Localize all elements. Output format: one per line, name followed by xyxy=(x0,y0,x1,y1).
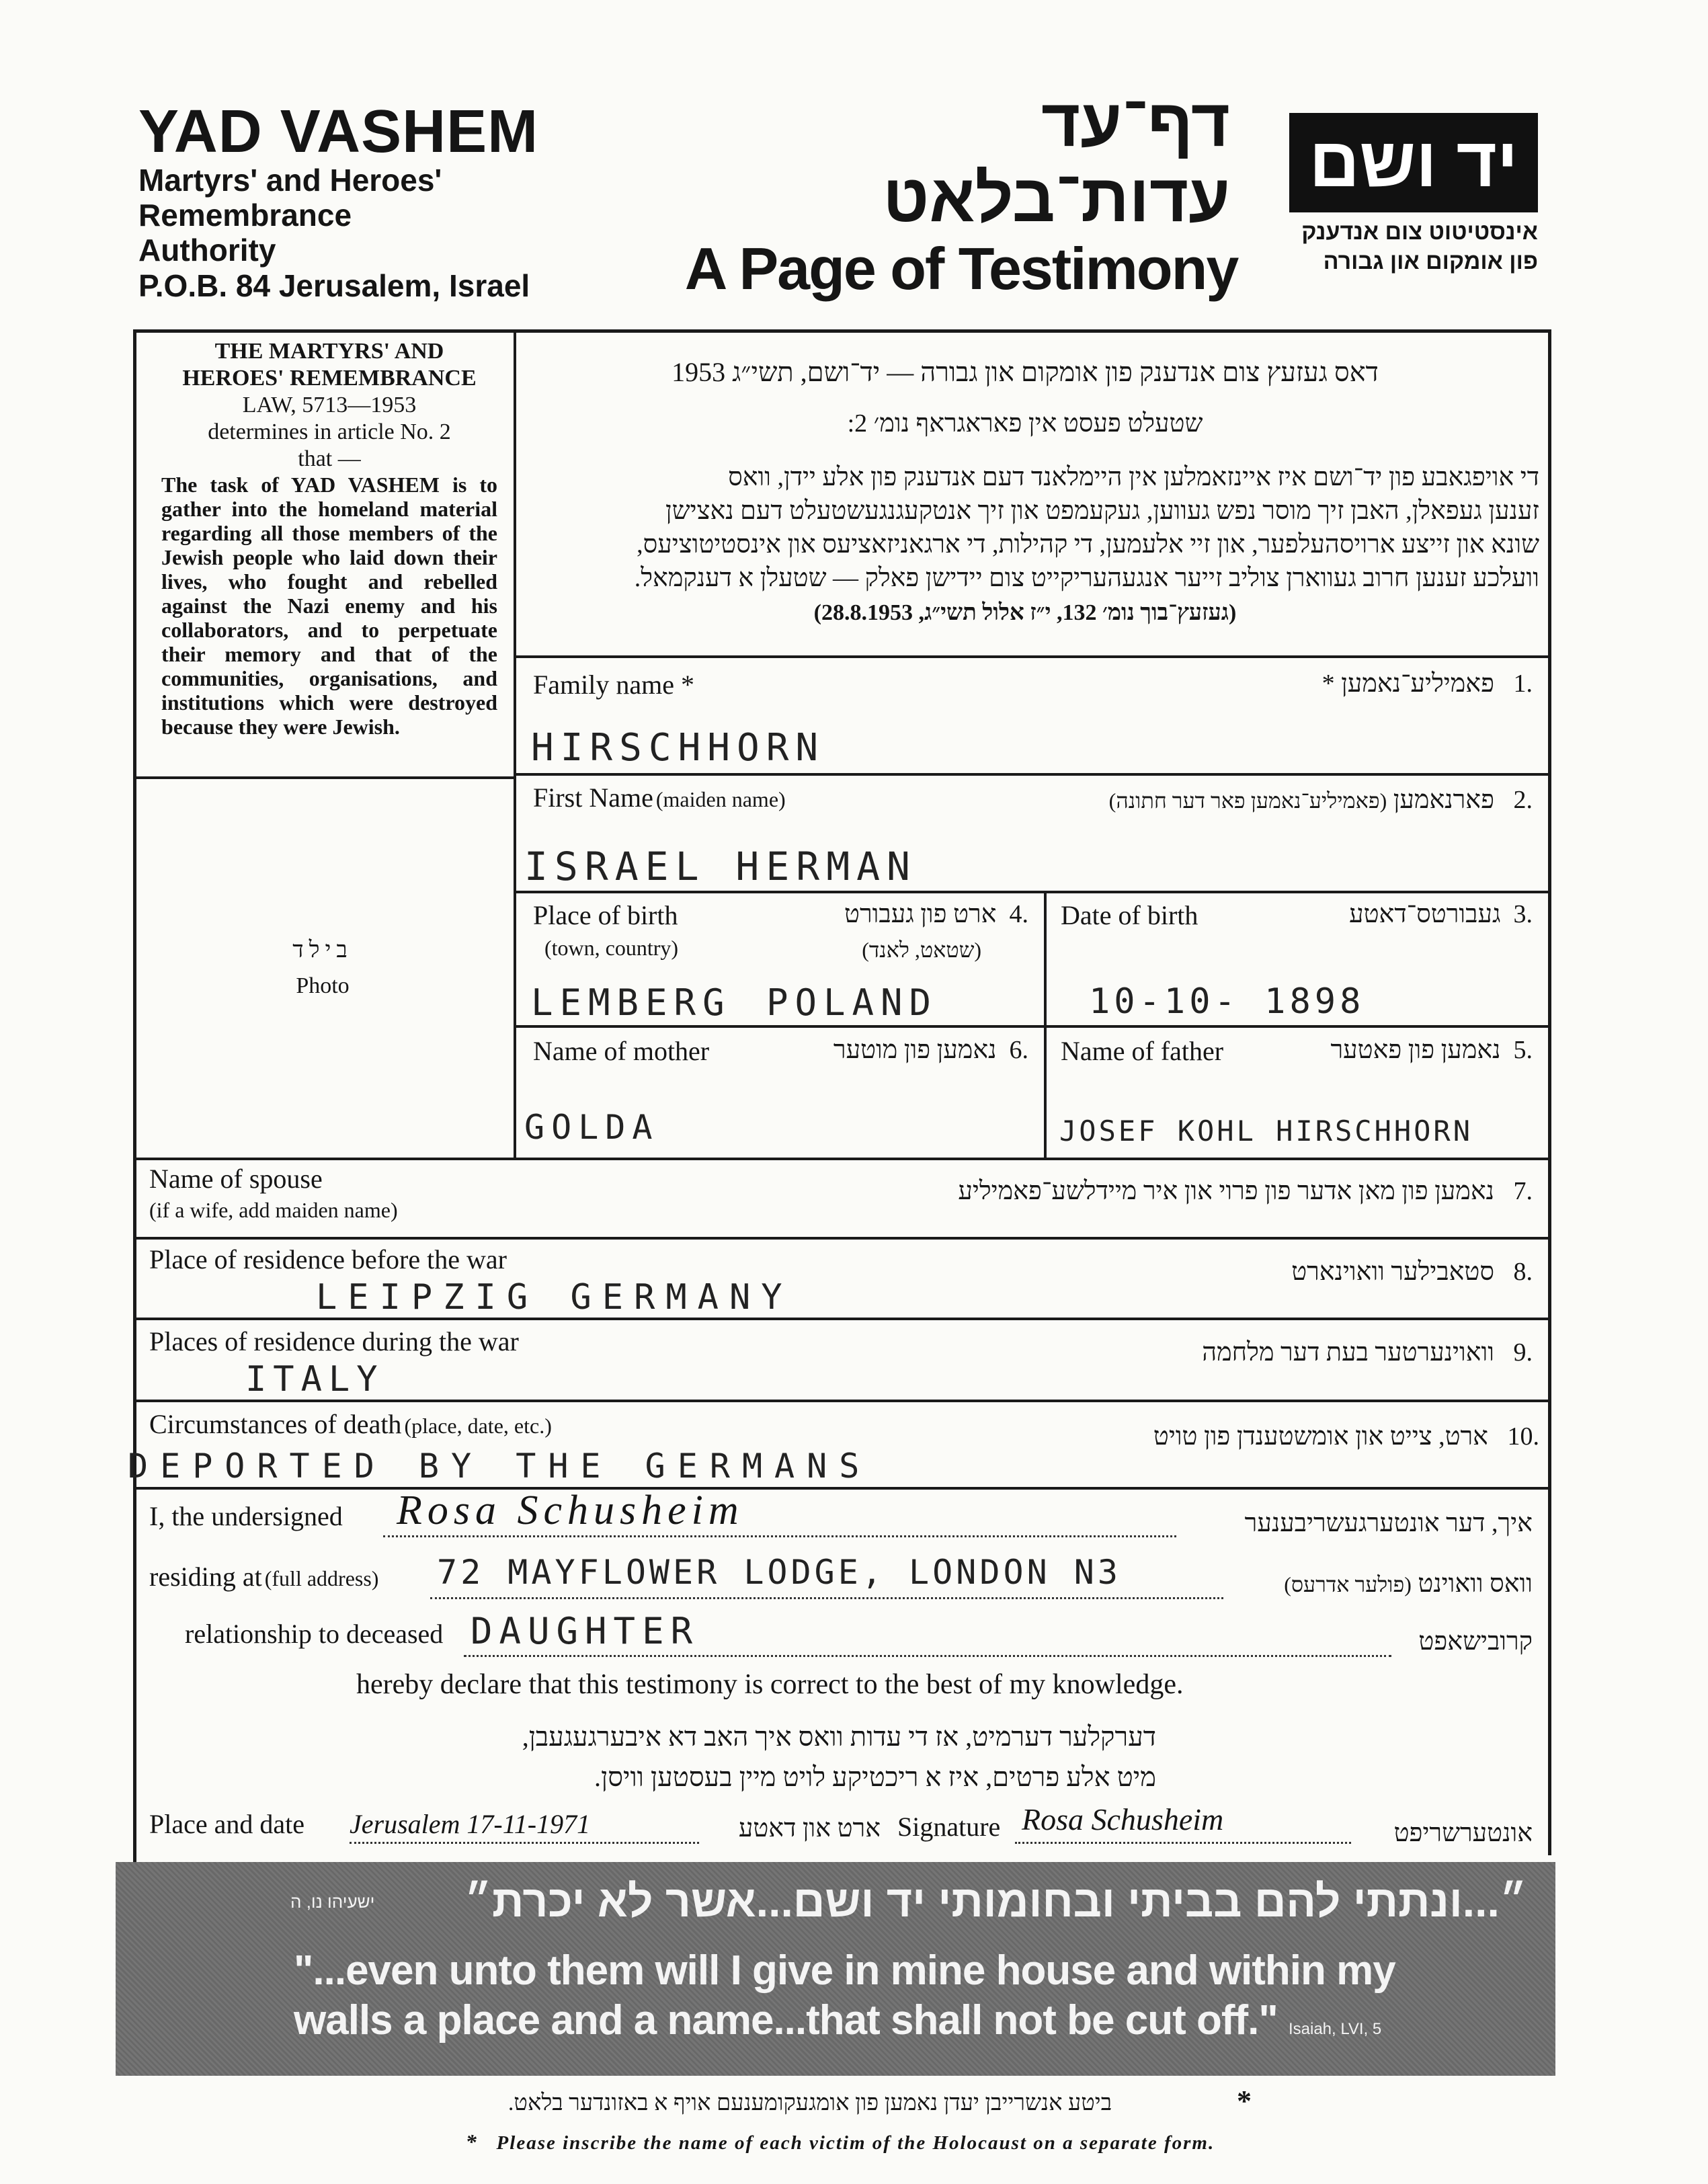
place-date-line xyxy=(350,1842,699,1844)
first-name-label-text: First Name xyxy=(533,782,653,813)
law-hebrew-5: שונא און זייצע ארויסהעלפער, און זיי אלעמען, די קהילות, די ארגאניזאציעס און אינסטיטוציעס, xyxy=(637,530,1539,559)
spouse-name-label-small: (if a wife, add maiden name) xyxy=(149,1198,398,1222)
law-hebrew-1: דאס געזעץ צום אנדענק פון אומקום און גבורה — יד־ושם, תשי״ג 1953 xyxy=(672,357,1379,387)
birth-date-hebrew xyxy=(1277,899,1533,929)
death-circumstances-label xyxy=(149,1408,552,1440)
father-name-value[interactable]: JOSEF KOHL HIRSCHHORN xyxy=(1059,1115,1473,1147)
relationship-hebrew: קרובישאפט xyxy=(1418,1627,1533,1656)
banner-english-line-2-text: walls a place and a name...that shall not be cut off." xyxy=(294,1997,1278,2044)
undersigned-hebrew: איך, דער אונטערגעשריבענער xyxy=(1244,1509,1533,1537)
first-name-hebrew xyxy=(941,785,1533,815)
birth-date-label: Date of birth xyxy=(1061,900,1198,930)
law-text: The task of YAD VASHEM is to gather into the homeland material regarding all those members of the Jewish people who laid down their lives, who fought and rebelled against the Nazi enemy and his collaborators, and to perpetuate their memory and that of the communities, organisations, and institutions which were destroyed because they were Jewish. xyxy=(161,473,497,739)
form-right-border xyxy=(1548,329,1551,1855)
family-name-value[interactable]: HIRSCHHORN xyxy=(531,726,825,770)
birth-place-label-small: (town, country) xyxy=(544,936,679,960)
banner-english-line-2 xyxy=(294,1996,1381,2044)
mother-name-hebrew xyxy=(739,1035,1028,1065)
banner-english-line-1: "...even unto them will I give in mine house and within my xyxy=(294,1947,1395,1994)
quote-banner xyxy=(116,1862,1555,2076)
sidebar-divider xyxy=(514,329,516,1158)
sidebar-photo-divider xyxy=(133,776,516,779)
banner-hebrew-source: ישעיהו נו, ה xyxy=(290,1892,375,1912)
mother-name-hebrew-label: נאמען פון מוטער xyxy=(833,1036,997,1064)
law-title-4: determines in article No. 2 xyxy=(208,419,451,444)
death-circumstances-hebrew xyxy=(874,1422,1539,1451)
row3-bottom xyxy=(514,1025,1551,1028)
address-label-small: (full address) xyxy=(264,1566,379,1590)
row7-bottom xyxy=(133,1237,1551,1240)
birth-date-value[interactable]: 10-10- 1898 xyxy=(1089,981,1365,1022)
death-circumstances-label-small: (place, date, etc.) xyxy=(404,1414,552,1438)
residence-during-label: Places of residence during the war xyxy=(149,1326,519,1357)
relationship-value[interactable]: DAUGHTER xyxy=(471,1610,700,1652)
row1-bottom xyxy=(514,773,1551,776)
death-circumstances-value[interactable]: DEPORTED BY THE GERMANS xyxy=(128,1447,872,1486)
mother-name-label: Name of mother xyxy=(533,1036,710,1066)
undersigned-line xyxy=(383,1535,1176,1537)
father-name-label: Name of father xyxy=(1061,1036,1224,1066)
field-num-5: .5 xyxy=(1513,1036,1533,1064)
org-line-2: Remembrance xyxy=(138,198,352,233)
row9-bottom xyxy=(133,1400,1551,1402)
field-num-1: .1 xyxy=(1513,670,1533,698)
org-address: P.O.B. 84 Jerusalem, Israel xyxy=(138,268,530,303)
place-date-label: Place and date xyxy=(149,1809,304,1839)
banner-english-source: Isaiah, LVI, 5 xyxy=(1288,2020,1382,2038)
address-value[interactable]: 72 MAYFLOWER LODGE, LONDON N3 xyxy=(437,1553,1121,1592)
first-name-hebrew-label: פארנאמען xyxy=(1393,786,1494,814)
first-name-value[interactable]: ISRAEL HERMAN xyxy=(524,844,917,889)
address-hebrew-small: (פולער אדרעס) xyxy=(1284,1572,1412,1596)
father-name-hebrew xyxy=(1264,1035,1533,1065)
father-name-hebrew-label: נאמען פון פאטער xyxy=(1330,1036,1501,1064)
law-sidebar xyxy=(161,338,497,739)
signature-line xyxy=(1015,1842,1351,1844)
logo-caption-1: אינסטיטוט צום אנדענק xyxy=(1301,219,1538,245)
org-line-1: Martyrs' and Heroes' xyxy=(138,163,442,198)
spouse-name-hebrew xyxy=(672,1176,1533,1206)
declaration-statement: hereby declare that this testimony is correct to the best of my knowledge. xyxy=(356,1669,1184,1700)
address-line xyxy=(430,1597,1223,1599)
field-num-8: .8 xyxy=(1513,1258,1533,1286)
field-num-9: .9 xyxy=(1513,1338,1533,1367)
logo-text: יד ושם xyxy=(1309,124,1518,202)
death-circumstances-label-text: Circumstances of death xyxy=(149,1409,402,1439)
spouse-name-label: Name of spouse xyxy=(149,1164,323,1194)
family-name-hebrew-label: פאמיליע־נאמען * xyxy=(1321,670,1494,698)
death-circumstances-hebrew-label: ארט, צייט און אומשטענדן פון טויט xyxy=(1153,1422,1488,1451)
undersigned-label: I, the undersigned xyxy=(149,1501,343,1531)
row4-bottom xyxy=(133,1158,1551,1160)
field-num-4: .4 xyxy=(1009,900,1028,928)
logo-caption-2: פון אומקום און גבורה xyxy=(1323,249,1538,274)
org-line-3: Authority xyxy=(138,233,276,268)
residence-before-hebrew-label: סטאבילער וואוינארט xyxy=(1291,1258,1494,1286)
place-date-value[interactable]: Jerusalem 17-11-1971 xyxy=(350,1809,591,1839)
law-hebrew-6: וועלכע זענען חרוב געווארן צוליב זייער אנגעהעריקייט צום יידישן פאלק — שטעלן א דענקמאל. xyxy=(634,564,1539,592)
first-name-hebrew-small: (פאמיליע־נאמען פאר דער חתונה) xyxy=(1108,788,1387,813)
family-name-hebrew xyxy=(1075,669,1533,698)
logo-box xyxy=(1289,113,1538,212)
birth-town-value[interactable]: LEMBERG xyxy=(531,981,731,1024)
relationship-label: relationship to deceased xyxy=(185,1619,444,1649)
field-num-10: .10 xyxy=(1507,1422,1539,1451)
residence-during-hebrew xyxy=(1008,1338,1533,1367)
law-title-5: that — xyxy=(298,446,361,471)
footer-english xyxy=(376,2130,1304,2154)
row8-bottom xyxy=(133,1318,1551,1320)
residence-before-value[interactable]: LEIPZIG GERMANY xyxy=(316,1277,793,1318)
law-title-3: LAW, 5713—1953 xyxy=(242,393,417,417)
address-label xyxy=(149,1561,378,1592)
field-num-2: .2 xyxy=(1513,786,1533,814)
footer-star: * xyxy=(1237,2085,1252,2117)
law-title-1: THE MARTYRS' AND xyxy=(214,339,444,364)
form-top-border xyxy=(133,329,1551,333)
birth-place-hebrew xyxy=(739,899,1028,929)
family-name-label: Family name * xyxy=(533,670,694,700)
title-hebrew-1: דף־עד xyxy=(1041,85,1230,161)
law-hebrew-7: (געזעץ־בוך נומ׳ 132, י״ז אלול תשי״ג, 28.8.1953) xyxy=(813,600,1237,625)
page-title: A Page of Testimony xyxy=(684,235,1238,302)
footer-star-2: * xyxy=(465,2130,478,2154)
title-hebrew-2: עדות־בלאט xyxy=(883,161,1230,236)
signature-label: Signature xyxy=(897,1812,1001,1842)
law-hebrew-3: די אויפגאבע פון יד־ושם איז איינזאמלען אין היימלאנד דעם אנדענק פון אלע יידן, וואס xyxy=(728,463,1539,491)
residence-during-value[interactable]: ITALY xyxy=(245,1359,384,1400)
row2-bottom xyxy=(514,891,1551,893)
banner-hebrew-quote: ״...ונתתי להם בביתי ובחומותי יד ושם...אשר לא יכרת״ xyxy=(464,1876,1527,1926)
declaration-hebrew-2: מיט אלע פרטים, איז א ריכטיקע לויט מיין בעסטען וויסן. xyxy=(594,1762,1156,1792)
mid-divider xyxy=(1044,891,1047,1160)
field-num-3: .3 xyxy=(1513,900,1533,928)
photo-hebrew-label: בילד xyxy=(292,938,353,963)
birth-place-hebrew-label: ארט פון געבורט xyxy=(844,900,997,928)
residence-before-label: Place of residence before the war xyxy=(149,1244,507,1275)
birth-place-hebrew-small: (שטאט, לאנד) xyxy=(862,938,981,962)
form-left-border xyxy=(133,329,136,1862)
birth-country-value[interactable]: POLAND xyxy=(766,981,938,1024)
signature-value[interactable]: Rosa Schusheim xyxy=(1022,1802,1224,1836)
photo-label: Photo xyxy=(296,973,350,998)
header-org-block xyxy=(138,98,596,304)
mother-name-value[interactable]: GOLDA xyxy=(524,1108,659,1147)
footer-hebrew: ביטע אנשרייבן יעדן נאמען פון אומגעקומענעם אויף א באזונדער בלאט. xyxy=(507,2091,1112,2115)
footer-english-text: Please inscribe the name of each victim of the Holocaust on a separate form. xyxy=(496,2132,1215,2154)
residence-during-hebrew-label: וואוינערטער בעת דער מלחמה xyxy=(1202,1338,1494,1367)
law-title-2: HEROES' REMEMBRANCE xyxy=(182,366,477,391)
birth-date-hebrew-label: געבורטס־דאטע xyxy=(1349,900,1501,928)
address-label-text: residing at xyxy=(149,1562,262,1592)
spouse-name-hebrew-label: נאמען פון מאן אדער פון פרוי און איר מיידלשע־פאמיליע xyxy=(958,1177,1494,1205)
address-hebrew-label: וואס וואוינט xyxy=(1418,1570,1533,1598)
first-name-label xyxy=(533,782,786,813)
law-box-bottom xyxy=(514,655,1551,658)
declaration-hebrew-1: דערקלער דערמיט, אז די עדות וואס איך האב דא איבערגעגעבן, xyxy=(522,1722,1156,1752)
signature-hebrew: אונטערשריפט xyxy=(1393,1819,1533,1847)
address-hebrew xyxy=(1230,1569,1533,1599)
law-hebrew-2: שטעלט פעסט אין פאראגראף נומ׳ 2: xyxy=(847,409,1203,438)
first-name-label-small: (maiden name) xyxy=(655,787,786,811)
relationship-line xyxy=(464,1655,1391,1657)
birth-place-label: Place of birth xyxy=(533,900,678,930)
residence-before-hebrew xyxy=(1075,1257,1533,1287)
field-num-7: .7 xyxy=(1513,1177,1533,1205)
place-date-hebrew: ארט און דאטע xyxy=(738,1814,881,1843)
field-num-6: .6 xyxy=(1009,1036,1028,1064)
org-name: YAD VASHEM xyxy=(138,98,539,165)
row10-bottom xyxy=(133,1487,1551,1490)
undersigned-value[interactable]: Rosa Schusheim xyxy=(397,1488,744,1533)
law-hebrew-4: זענען געפאלן, האבן זיך מוסר נפש געווען, געקעמפט און זיך אנטקעגנגעשטעלט דעם נאצישן xyxy=(665,497,1539,525)
